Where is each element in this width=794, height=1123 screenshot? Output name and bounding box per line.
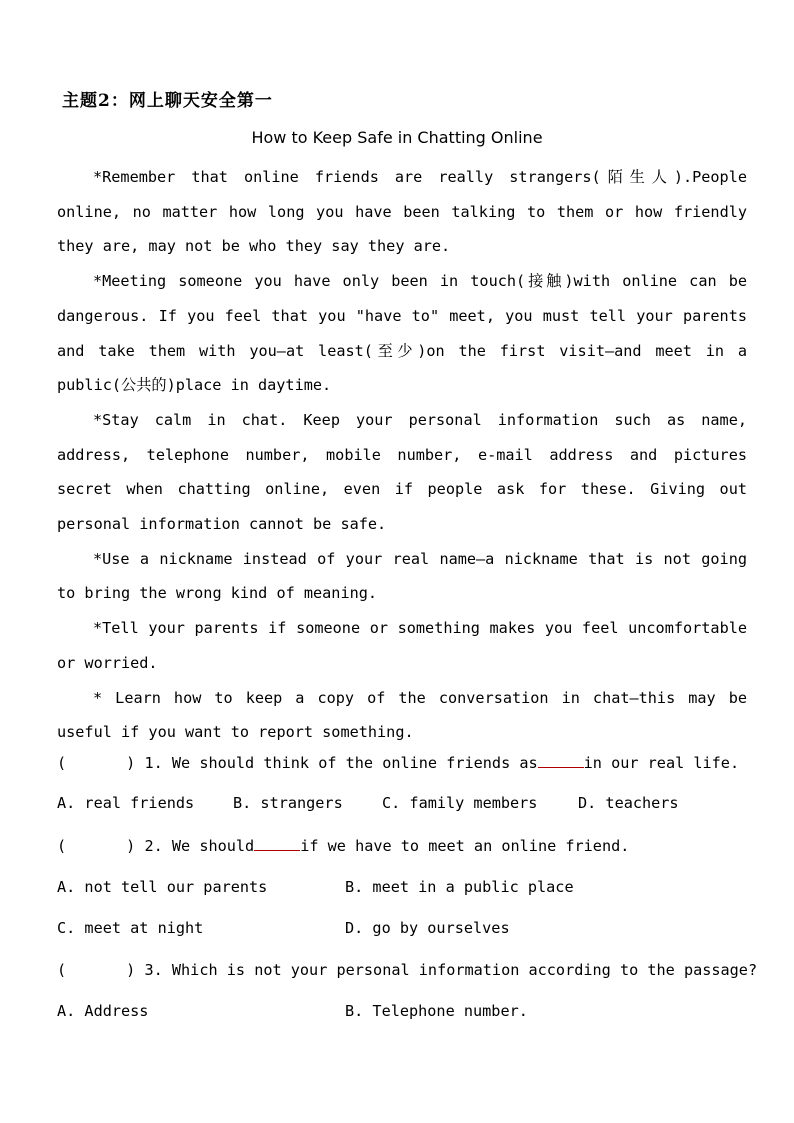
option-a[interactable]: A. not tell our parents [57,878,268,896]
question-text: 1. We should think of the online friends as [144,754,538,772]
answer-paren-open: ( [57,754,67,772]
paragraph: * Learn how to keep a copy of the conversation in chat—this may be useful if you want to report something. [57,688,747,742]
paragraph: *Tell your parents if someone or something makes you feel uncomfortable or worried. [57,619,747,672]
passage-title: How to Keep Safe in Chatting Online [251,128,543,147]
option-b[interactable]: B. Telephone number. [345,1002,528,1020]
answer-paren-close: ) [126,754,136,772]
answer-paren-close: ) [126,837,136,855]
paragraph: *Use a nickname instead of your real name—a nickname that is not going to bring the wrong kind of meaning. [57,549,747,603]
question-text: 3. Which is not your personal information according to the passage? [144,961,758,979]
paragraph: *Stay calm in chat. Keep your personal information such as name, address, telephone number, mobile number, e-mail address and pictures secret when chatting online, even if people ask for these. Giving out personal information cannot be safe. [57,410,747,534]
paragraph: *Remember that online friends are really strangers(陌生人).People online, no matter how long you have been talking to them or how friendly they are, may not be who they say they are. [57,168,747,256]
paragraph: *Meeting someone you have only been in touch(接触)with online can be dangerous. If you feel that you "have to" meet, you must tell your parents and take them with you—at least(至少)on the first visit—and meet in a public(公共的)place in daytime. [57,272,747,395]
question-1 [57,753,747,772]
option-a[interactable]: A. real friends [57,794,195,812]
topic-heading: 主题2：网上聊天安全第一 [62,91,273,111]
option-c[interactable]: C. meet at night [57,919,204,937]
option-d[interactable]: D. go by ourselves [345,919,510,937]
option-a[interactable]: A. Address [57,1002,149,1020]
answer-paren-close: ) [126,961,136,979]
fill-blank[interactable] [538,753,584,768]
answer-paren-open: ( [57,961,67,979]
option-d[interactable]: D. teachers [578,794,679,812]
question-text-after: if we have to meet an online friend. [300,837,630,855]
answer-paren-open: ( [57,837,67,855]
option-b[interactable]: B. meet in a public place [345,878,574,896]
question-3 [57,961,758,979]
passage-body [57,160,747,750]
question-text: 2. We should [144,837,255,855]
option-c[interactable]: C. family members [382,794,538,812]
question-text-after: in our real life. [583,754,740,772]
fill-blank[interactable] [254,836,300,851]
option-b[interactable]: B. strangers [233,794,343,812]
question-2 [57,836,747,855]
